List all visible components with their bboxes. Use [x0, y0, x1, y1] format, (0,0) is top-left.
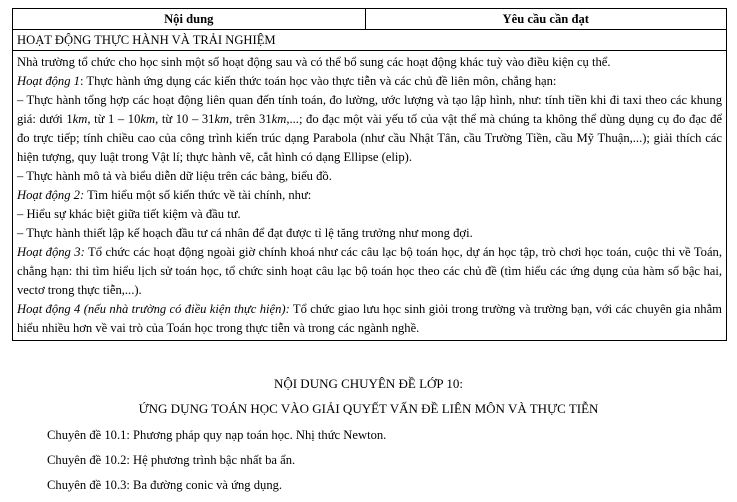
activity-3-text: Tổ chức các hoạt động ngoài giờ chính khoá như các câu lạc bộ toán học, dự án học tập, trò chơi học toán, cuộc thi về Toán, chẳng hạn: thi tìm hiểu lịch sử toán học, tổ chức sinh hoạt câu lạc bộ toán học theo các chủ đề (tìm hiểu các ứng dụng của hàm số bậc hai, vectơ trong thực tiễn,...).	[17, 245, 722, 297]
activity-4-label: Hoạt động 4 (nếu nhà trường có điều kiện thực hiện):	[17, 302, 290, 316]
activity-3-label: Hoạt động 3:	[17, 245, 85, 259]
activity-2-item-1: – Hiểu sự khác biệt giữa tiết kiệm và đầu tư.	[17, 207, 241, 221]
section-title: HOẠT ĐỘNG THỰC HÀNH VÀ TRẢI NGHIỆM	[13, 30, 727, 51]
activities-cell	[13, 51, 727, 341]
intro-text: Nhà trường tổ chức cho học sinh một số hoạt động sau và có thể bổ sung các hoạt động khác tuỳ vào điều kiện cụ thể.	[17, 55, 611, 69]
activity-2	[17, 186, 722, 205]
item-text: , trên 31	[229, 112, 272, 126]
activity-3	[17, 243, 722, 300]
topics-subheading: ỨNG DỤNG TOÁN HỌC VÀO GIẢI QUYẾT VẤN ĐỀ LIÊN MÔN VÀ THỰC TIỄN	[138, 401, 599, 416]
unit-km: km	[214, 112, 230, 126]
section-title-row	[13, 30, 727, 51]
activity-2-text: Tìm hiểu một số kiến thức về tài chính, như:	[84, 188, 312, 202]
item-text: , từ 10 – 31	[155, 112, 215, 126]
activity-1	[17, 72, 722, 91]
activity-1-item-1	[17, 91, 722, 167]
topic-item: Chuyên đề 10.1: Phương pháp quy nạp toán học. Nhị thức Newton.	[47, 428, 387, 442]
activity-4-text: Tổ chức giao lưu học sinh giỏi trong trường và trường bạn, với các chuyên gia nhằm hiểu nhiều hơn về vai trò của Toán học trong thực tiễn và trong các ngành nghề.	[17, 302, 722, 335]
activity-1-label: Hoạt động 1	[17, 74, 80, 88]
item-text: ,...; đo đạc một vài yếu tố của vật thể mà chúng ta không thể dùng dụng cụ đo đạc để đo trực tiếp; tính chiều cao của công trình kiến trúc dạng Parabola (như cầu Nhật Tân, cầu Trường Tiền, cầu Mỹ Thuận,...); giải thích các hiện tượng, quy luật trong Vật lí; thực hành vẽ, cắt hình có dạng Ellipse (elip).	[17, 112, 722, 164]
activity-1-text: : Thực hành ứng dụng các kiến thức toán học vào thực tiễn và các chủ đề liên môn, chẳng hạn:	[79, 74, 557, 88]
unit-km: km	[72, 112, 88, 126]
activity-2-label: Hoạt động 2:	[17, 188, 85, 202]
activities-row	[13, 51, 727, 341]
item-text: – Thực hành tổng hợp các hoạt động liên quan đến tính toán, đo lường, ước lượng và tạo lập hình, như: tính tiền khi đi taxi theo các khung giá: dưới 1	[17, 93, 722, 126]
curriculum-table	[12, 8, 727, 341]
topic-item: Chuyên đề 10.2: Hệ phương trình bậc nhất ba ẩn.	[47, 453, 296, 467]
header-content: Nội dung	[13, 9, 366, 30]
unit-km: km	[140, 112, 156, 126]
topic-item: Chuyên đề 10.3: Ba đường conic và ứng dụng.	[47, 478, 283, 492]
header-requirements: Yêu cầu cần đạt	[365, 9, 727, 30]
table-header-row	[13, 9, 727, 30]
unit-km: km	[271, 112, 287, 126]
topics-heading: NỘI DUNG CHUYÊN ĐỀ LỚP 10:	[273, 376, 464, 391]
item-text: , từ 1 – 10	[87, 112, 141, 126]
activity-2-item-2: – Thực hành thiết lập kế hoạch đầu tư cá nhân để đạt được tỉ lệ tăng trưởng như mong đợi.	[17, 226, 473, 240]
activity-4	[17, 300, 722, 338]
activity-1-item-2: – Thực hành mô tả và biểu diễn dữ liệu trên các bảng, biểu đồ.	[17, 169, 332, 183]
